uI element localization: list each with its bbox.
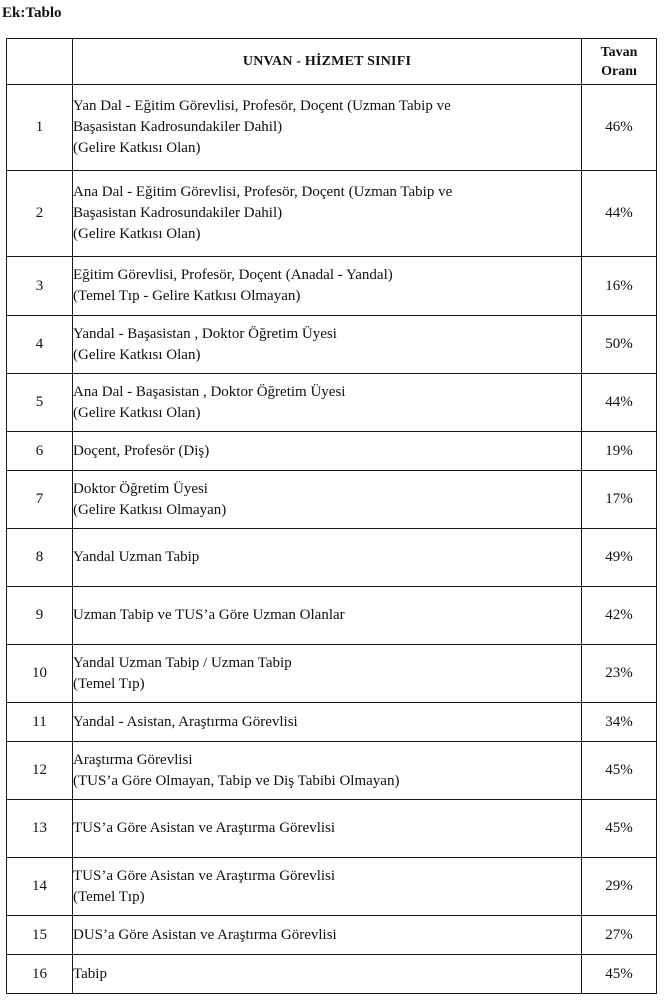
table-row	[7, 955, 657, 994]
row-number: 2	[7, 171, 73, 257]
row-title-line: (Gelire Katkısı Olan)	[73, 226, 201, 242]
row-title	[73, 529, 582, 587]
table-row	[7, 587, 657, 645]
row-title-line: Başasistan Kadrosundakiler Dahil)	[73, 205, 283, 221]
row-title-line: Yandal - Asistan, Araştırma Görevlisi	[73, 713, 298, 730]
row-title-line: (Gelire Katkısı Olan)	[73, 140, 201, 156]
row-rate: 19%	[582, 432, 657, 471]
row-title-line: Eğitim Görevlisi, Profesör, Doçent (Anadal - Yandal)	[73, 267, 393, 283]
row-number: 8	[7, 529, 73, 587]
row-number: 15	[7, 916, 73, 955]
row-title	[73, 432, 582, 471]
row-title-line: (Gelire Katkısı Olan)	[73, 404, 201, 421]
row-number: 1	[7, 85, 73, 171]
row-title	[73, 171, 582, 257]
row-title	[73, 587, 582, 645]
table-row	[7, 471, 657, 529]
row-rate: 17%	[582, 471, 657, 529]
row-title-line: Yandal - Başasistan , Doktor Öğretim Üyesi	[73, 325, 337, 342]
table-row	[7, 703, 657, 742]
table-row	[7, 800, 657, 858]
row-title	[73, 645, 582, 703]
row-title-line: Yandal Uzman Tabip	[73, 549, 200, 565]
row-title-line: (Temel Tıp - Gelire Katkısı Olmayan)	[73, 288, 301, 304]
row-title	[73, 471, 582, 529]
row-title	[73, 316, 582, 374]
row-title-line: Uzman Tabip ve TUS’a Göre Uzman Olanlar	[73, 607, 345, 623]
header-number	[7, 39, 73, 85]
row-rate: 42%	[582, 587, 657, 645]
header-rate	[582, 39, 657, 85]
row-title-line: Tabip	[73, 965, 107, 982]
table-body	[7, 85, 657, 994]
table-row	[7, 85, 657, 171]
row-title-line: (TUS’a Göre Olmayan, Tabip ve Diş Tabibi Olmayan)	[73, 772, 400, 789]
row-number: 3	[7, 257, 73, 316]
row-title-line: (Temel Tıp)	[73, 675, 145, 692]
row-rate: 23%	[582, 645, 657, 703]
table-row	[7, 645, 657, 703]
row-title-line: (Temel Tıp)	[73, 888, 145, 905]
row-rate: 44%	[582, 374, 657, 432]
table-row	[7, 858, 657, 916]
row-number: 11	[7, 703, 73, 742]
row-number: 7	[7, 471, 73, 529]
row-title	[73, 916, 582, 955]
row-title-line: Yan Dal - Eğitim Görevlisi, Profesör, Doçent (Uzman Tabip ve	[73, 98, 451, 114]
row-title-line: TUS’a Göre Asistan ve Araştırma Görevlisi	[73, 820, 336, 836]
row-title	[73, 858, 582, 916]
row-number: 4	[7, 316, 73, 374]
row-title-line: Başasistan Kadrosundakiler Dahil)	[73, 119, 283, 135]
row-title	[73, 955, 582, 994]
table-row	[7, 529, 657, 587]
row-number: 10	[7, 645, 73, 703]
table-row	[7, 916, 657, 955]
table-row	[7, 171, 657, 257]
row-rate: 45%	[582, 742, 657, 800]
row-title-line: (Gelire Katkısı Olmayan)	[73, 501, 227, 518]
row-title-line: (Gelire Katkısı Olan)	[73, 346, 201, 363]
row-rate: 34%	[582, 703, 657, 742]
ceiling-rate-table	[6, 38, 657, 994]
row-title-line: TUS’a Göre Asistan ve Araştırma Görevlisi	[73, 867, 336, 884]
row-title	[73, 703, 582, 742]
row-title-line: Ana Dal - Başasistan , Doktor Öğretim Üyesi	[73, 383, 346, 400]
header-title: UNVAN - HİZMET SINIFI	[73, 39, 582, 85]
row-rate: 44%	[582, 171, 657, 257]
row-number: 9	[7, 587, 73, 645]
row-number: 5	[7, 374, 73, 432]
table-row	[7, 432, 657, 471]
row-rate: 49%	[582, 529, 657, 587]
row-title-line: Araştırma Görevlisi	[73, 751, 193, 768]
row-rate: 50%	[582, 316, 657, 374]
row-rate: 16%	[582, 257, 657, 316]
row-title	[73, 742, 582, 800]
row-rate: 29%	[582, 858, 657, 916]
table-row	[7, 257, 657, 316]
table-row	[7, 742, 657, 800]
header-rate-line2: Oranı	[601, 63, 637, 79]
table-caption: Ek:Tablo	[2, 5, 62, 21]
row-title	[73, 257, 582, 316]
row-rate: 27%	[582, 916, 657, 955]
row-rate: 45%	[582, 800, 657, 858]
header-rate-line1: Tavan	[600, 44, 638, 60]
row-rate: 46%	[582, 85, 657, 171]
row-title-line: DUS’a Göre Asistan ve Araştırma Görevlisi	[73, 926, 337, 943]
table-row	[7, 316, 657, 374]
row-number: 14	[7, 858, 73, 916]
row-title	[73, 374, 582, 432]
row-title-line: Doktor Öğretim Üyesi	[73, 480, 208, 497]
row-number: 13	[7, 800, 73, 858]
row-number: 16	[7, 955, 73, 994]
row-number: 6	[7, 432, 73, 471]
table-header-row	[7, 39, 657, 85]
row-title-line: Yandal Uzman Tabip / Uzman Tabip	[73, 654, 292, 671]
row-title	[73, 800, 582, 858]
row-title-line: Doçent, Profesör (Diş)	[73, 442, 210, 459]
row-rate: 45%	[582, 955, 657, 994]
row-number: 12	[7, 742, 73, 800]
row-title-line: Ana Dal - Eğitim Görevlisi, Profesör, Doçent (Uzman Tabip ve	[73, 184, 453, 200]
row-title	[73, 85, 582, 171]
table-row	[7, 374, 657, 432]
